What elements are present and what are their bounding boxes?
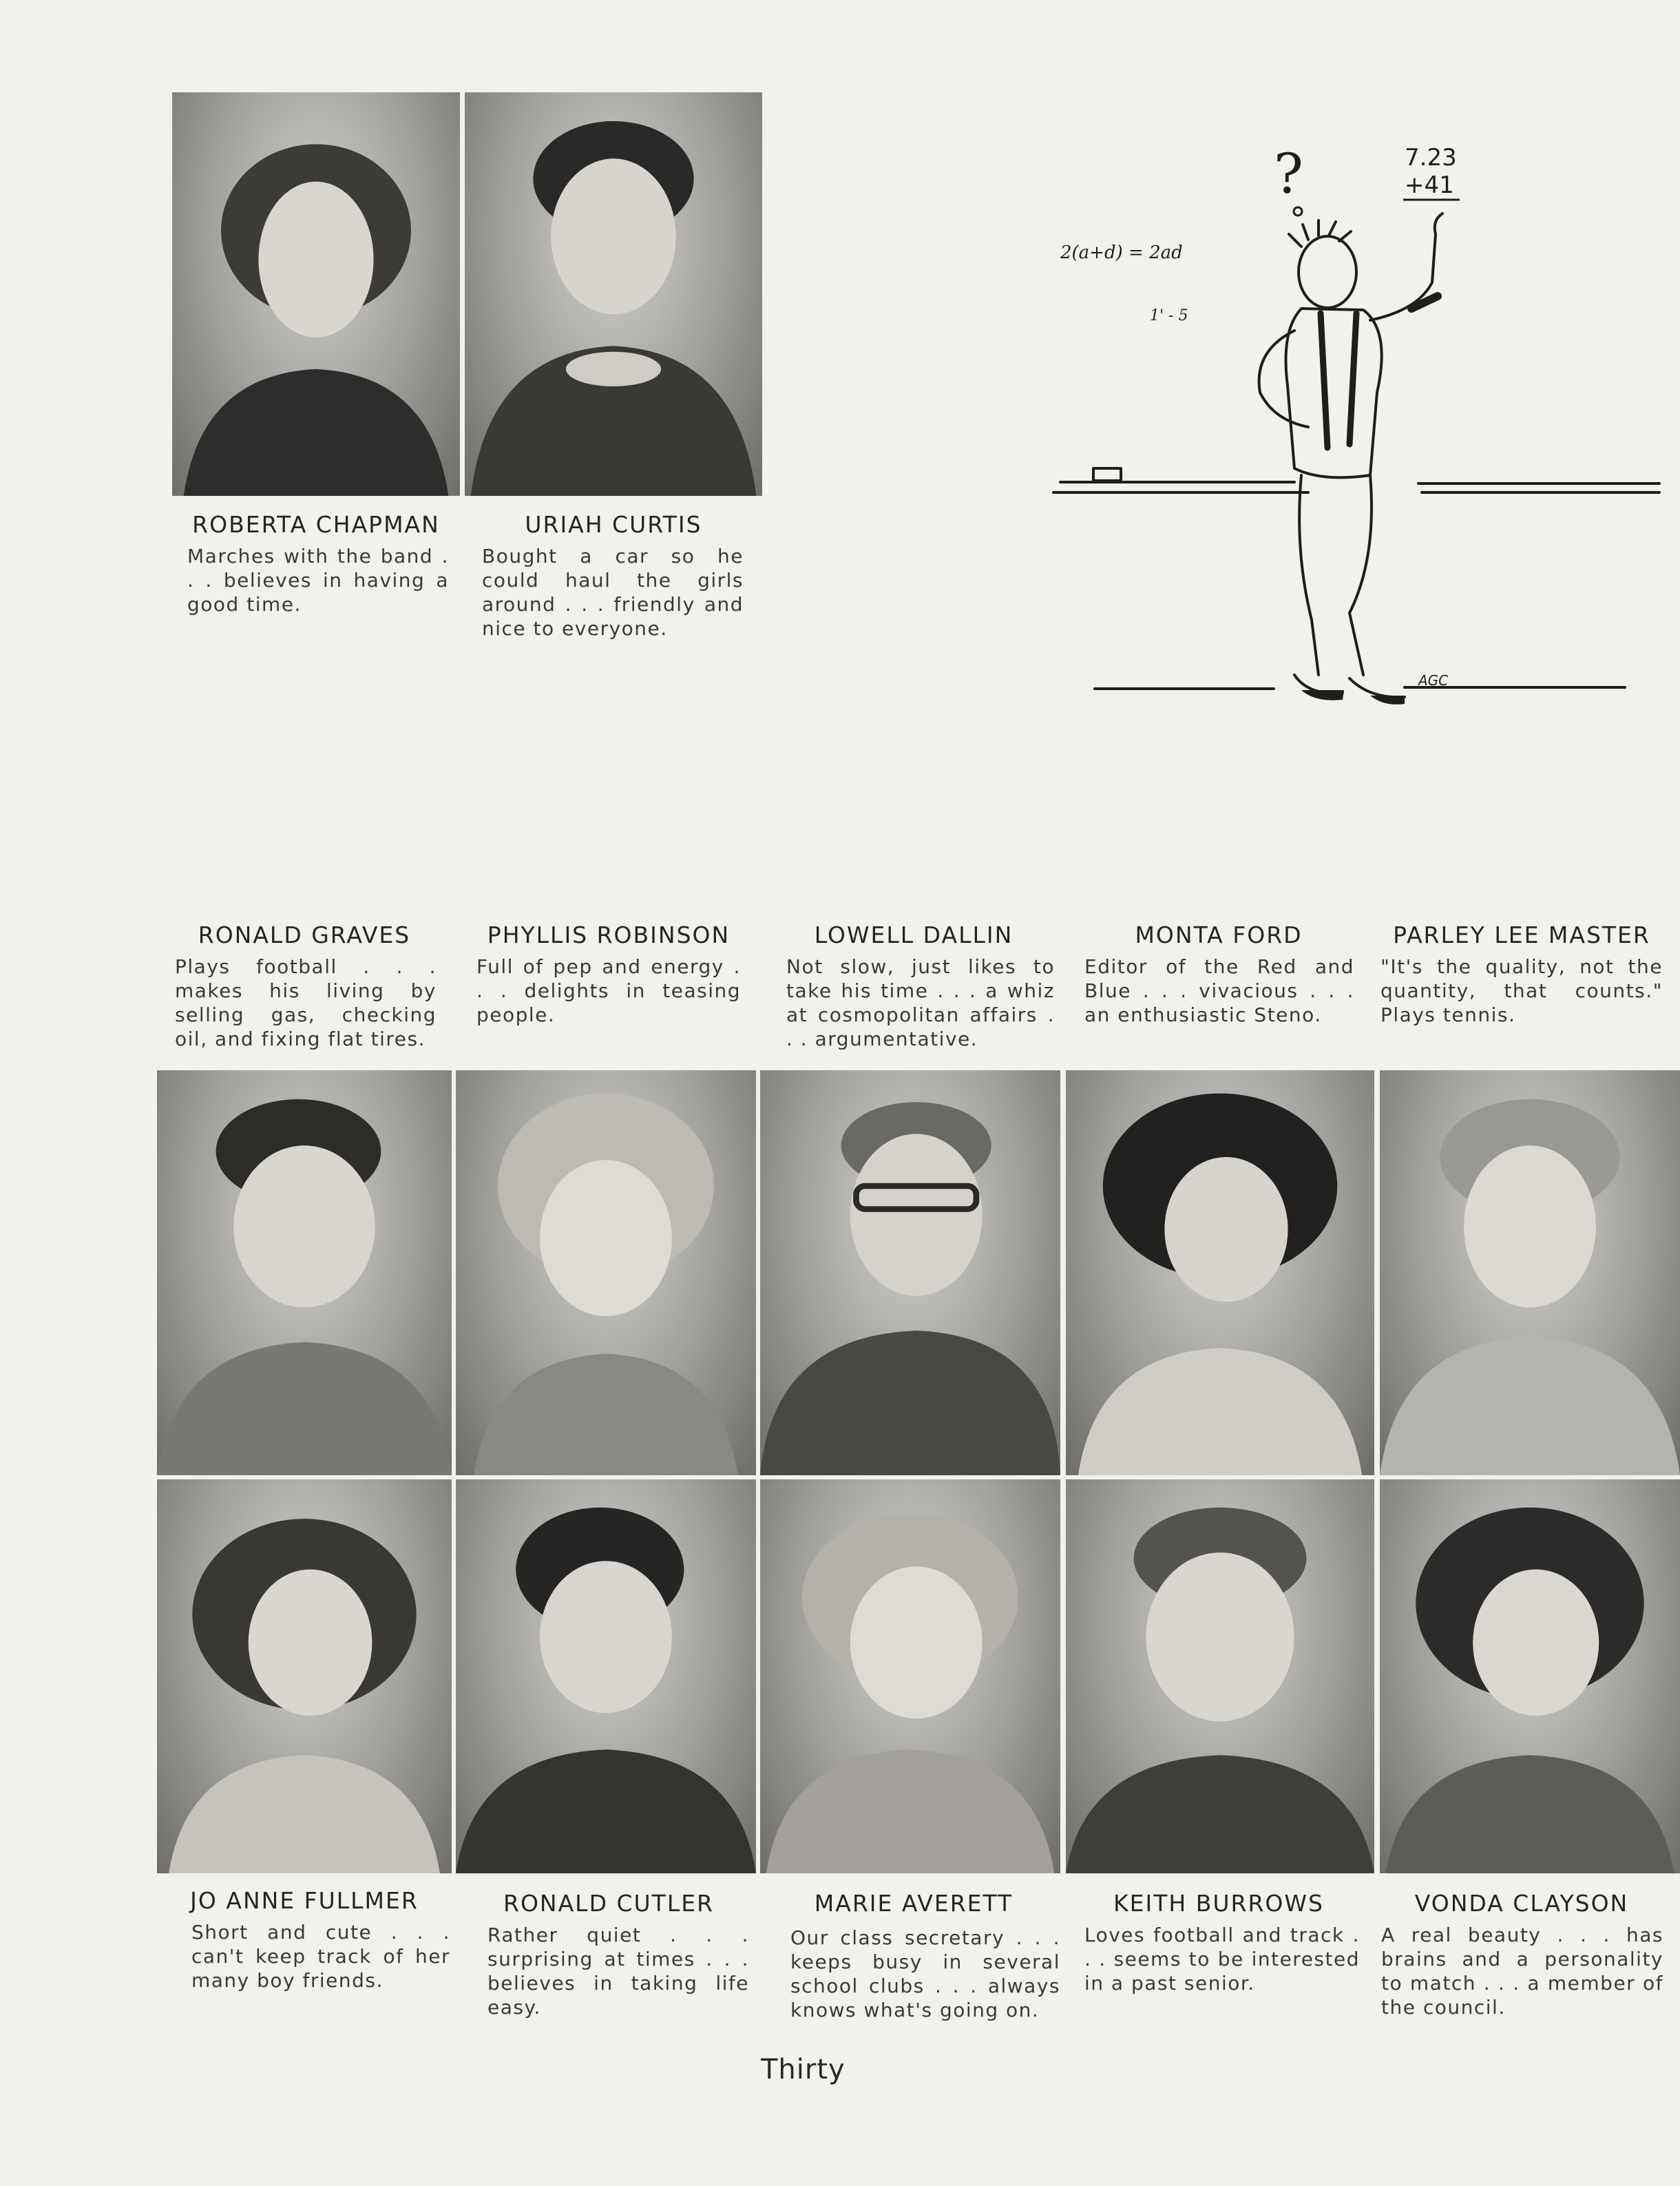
portrait-silhouette: [760, 1070, 1060, 1475]
portrait-jo-anne-fullmer: [157, 1479, 452, 1873]
cartoon-student-at-blackboard: [1047, 124, 1666, 730]
student-caption: Rather quiet . . . surprising at times . . . believes in taking life easy.: [487, 1924, 749, 2019]
portrait-roberta-chapman: [172, 92, 460, 496]
student-caption: Full of pep and energy . . . delights in teasing people.: [476, 955, 741, 1026]
portrait-silhouette: [760, 1479, 1060, 1873]
student-name: LOWELL DALLIN: [814, 922, 1014, 948]
student-caption: Not slow, just likes to take his time . . . a whiz at cosmopolitan affairs . . . argumentative.: [786, 955, 1055, 1050]
student-caption: "It's the quality, not the quantity, that counts." Plays tennis.: [1380, 955, 1663, 1026]
chalk-sum-top: 7.23: [1405, 144, 1457, 171]
portrait-vonda-clayson: [1380, 1479, 1680, 1873]
student-caption: Bought a car so he could haul the girls around . . . friendly and nice to everyone.: [482, 545, 744, 640]
student-name: RONALD CUTLER: [503, 1890, 714, 1917]
page-number: Thirty: [761, 2054, 846, 2085]
student-caption: Editor of the Red and Blue . . . vivacious . . . an enthusiastic Steno.: [1084, 955, 1354, 1026]
student-name: MARIE AVERETT: [814, 1890, 1014, 1917]
artist-signature: AGC: [1418, 672, 1449, 689]
portrait-silhouette: [456, 1479, 756, 1873]
student-name: JO ANNE FULLMER: [190, 1887, 419, 1914]
portrait-silhouette: [1066, 1070, 1374, 1475]
portrait-silhouette: [1066, 1479, 1374, 1873]
student-caption: Plays football . . . makes his living by selling gas, checking oil, and fixing flat tires.: [175, 955, 437, 1050]
portrait-phyllis-robinson: [456, 1070, 756, 1475]
portrait-silhouette: [157, 1479, 452, 1873]
student-name: RONALD GRAVES: [198, 922, 411, 948]
portrait-marie-averett: [760, 1479, 1060, 1873]
student-caption: Loves football and track . . . seems to be interested in a past senior.: [1084, 1924, 1360, 1995]
portrait-parley-lee-master: [1380, 1070, 1680, 1475]
portrait-silhouette: [465, 92, 762, 496]
portrait-silhouette: [456, 1070, 756, 1475]
chalk-eraser: [1093, 468, 1121, 481]
question-mark: ?: [1274, 142, 1303, 206]
chalk-sum-bottom: +41: [1405, 171, 1454, 199]
student-name: MONTA FORD: [1135, 922, 1303, 948]
chalk-scribble: 1' - 5: [1150, 307, 1188, 324]
student-name: ROBERTA CHAPMAN: [192, 511, 440, 538]
portrait-ronald-graves: [157, 1070, 452, 1475]
portrait-silhouette: [1380, 1479, 1680, 1873]
portrait-silhouette: [1380, 1070, 1680, 1475]
student-name: KEITH BURROWS: [1113, 1890, 1324, 1917]
portrait-keith-burrows: [1066, 1479, 1374, 1873]
student-caption: Our class secretary . . . keeps busy in several school clubs . . . always knows what's going on.: [790, 1926, 1060, 2021]
student-name: PHYLLIS ROBINSON: [487, 922, 731, 948]
student-caption: Marches with the band . . . believes in having a good time.: [187, 545, 449, 616]
student-name: URIAH CURTIS: [525, 511, 702, 538]
student-name: VONDA CLAYSON: [1414, 1890, 1629, 1917]
portrait-silhouette: [172, 92, 460, 496]
portrait-uriah-curtis: [465, 92, 762, 496]
portrait-monta-ford: [1066, 1070, 1374, 1475]
student-caption: Short and cute . . . can't keep track of her many boy friends.: [191, 1921, 450, 1992]
portrait-lowell-dallin: [760, 1070, 1060, 1475]
chalk-equation: 2(a+d) = 2ad: [1060, 242, 1183, 263]
student-caption: A real beauty . . . has brains and a personality to match . . . a member of the council.: [1381, 1924, 1663, 2019]
student-name: PARLEY LEE MASTER: [1393, 922, 1650, 948]
portrait-silhouette: [157, 1070, 452, 1475]
portrait-ronald-cutler: [456, 1479, 756, 1873]
